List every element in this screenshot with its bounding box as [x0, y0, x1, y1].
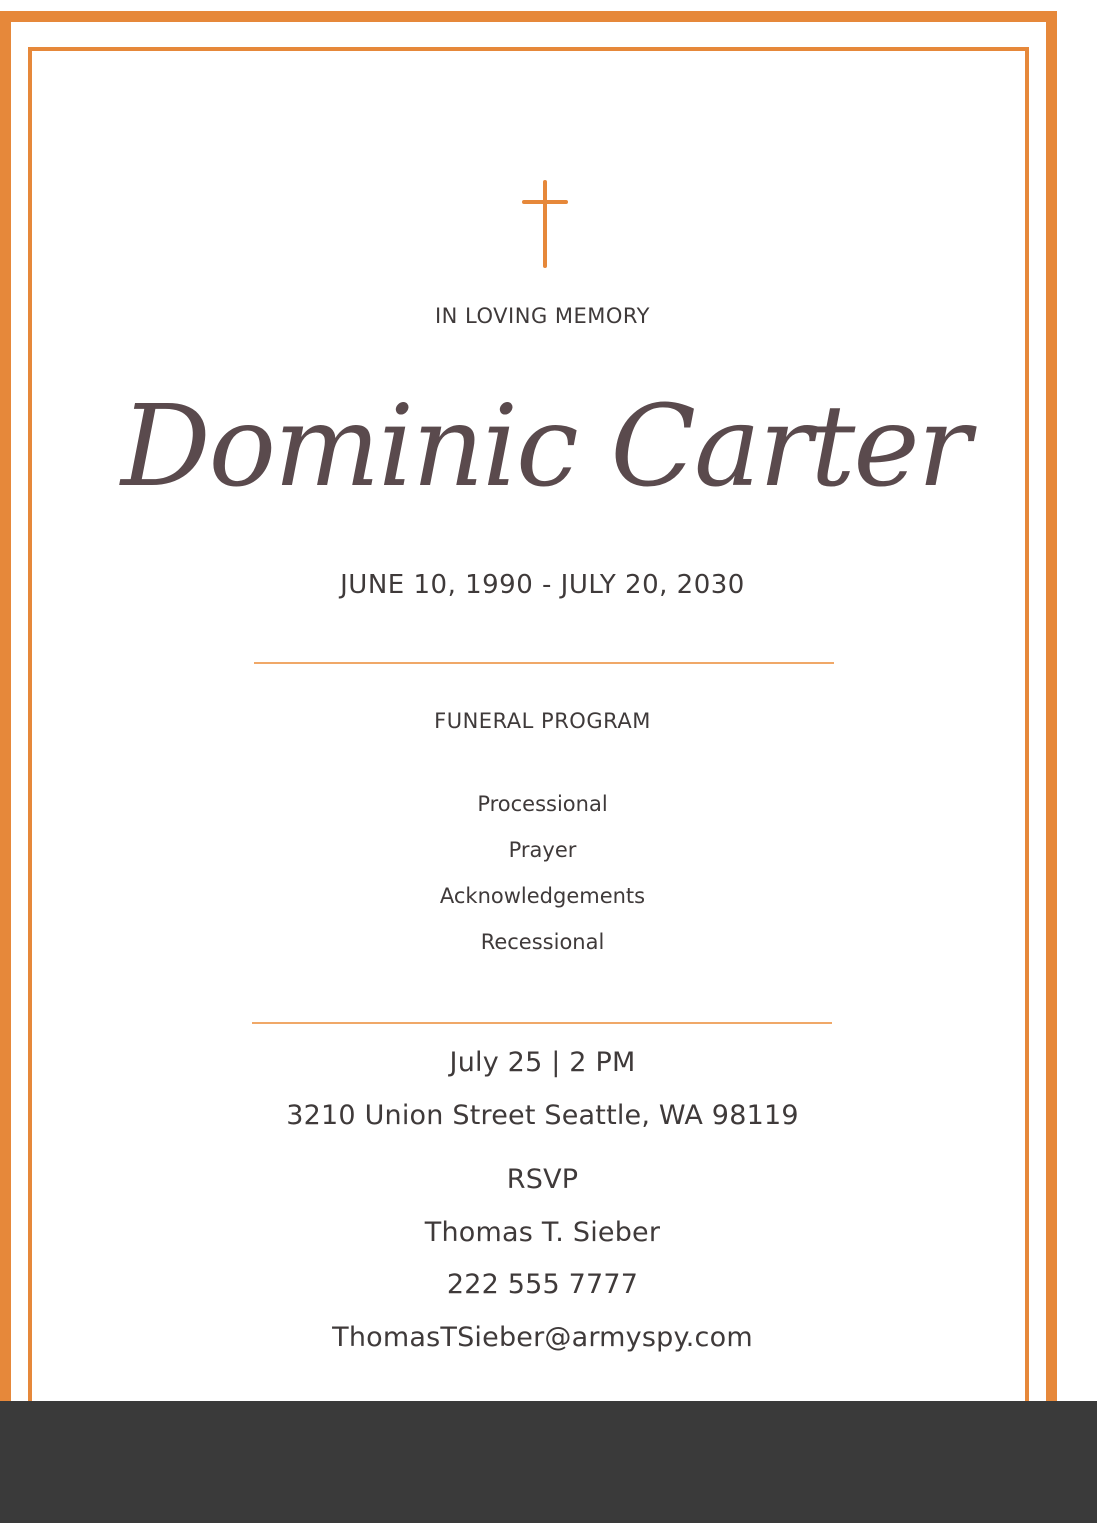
- cross-icon: [521, 180, 569, 268]
- deceased-name: Dominic Carter: [120, 382, 970, 512]
- in-loving-memory-heading: IN LOVING MEMORY: [434, 304, 651, 328]
- rsvp-email: ThomasTSieber@armyspy.com: [332, 1322, 753, 1353]
- program-title: FUNERAL PROGRAM: [434, 709, 651, 733]
- rsvp-phone: 222 555 7777: [446, 1269, 639, 1300]
- life-dates: JUNE 10, 1990 - JULY 20, 2030: [340, 570, 745, 600]
- divider-top: [254, 662, 834, 664]
- program-item: Recessional: [480, 930, 605, 954]
- program-item: Acknowledgements: [439, 884, 646, 908]
- service-date-time: July 25 | 2 PM: [449, 1047, 636, 1078]
- service-address: 3210 Union Street Seattle, WA 98119: [286, 1100, 799, 1131]
- divider-bottom: [252, 1022, 832, 1024]
- footer-band: [0, 1401, 1097, 1523]
- program-item: Processional: [477, 792, 608, 816]
- rsvp-label: RSVP: [506, 1164, 579, 1195]
- program-list: [60, 781, 1025, 965]
- program-item: Prayer: [508, 838, 577, 862]
- rsvp-contact-name: Thomas T. Sieber: [424, 1217, 661, 1248]
